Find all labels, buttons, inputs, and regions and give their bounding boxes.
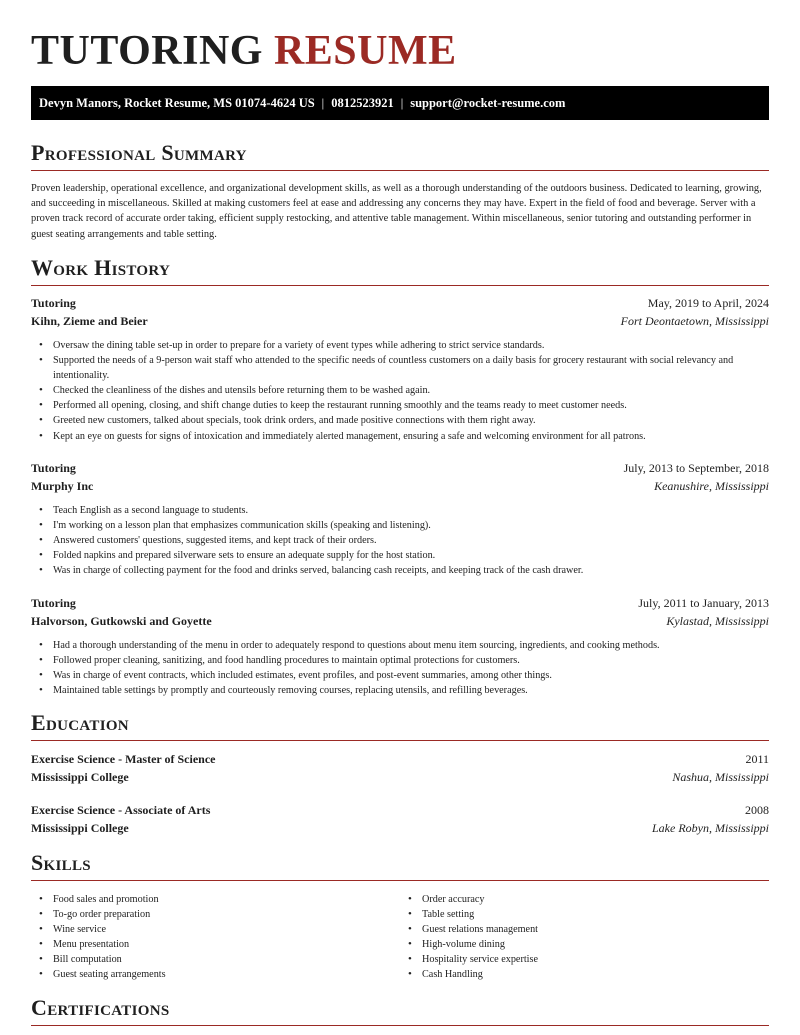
education-entry [31, 752, 769, 787]
skill-item: • Food sales and promotion [53, 892, 400, 907]
job-title: Tutoring [31, 296, 76, 310]
job-bullets [31, 338, 769, 444]
job-bullet: • Oversaw the dining table set-up in order to prepare for a variety of event types while adhering to strict service standards. [53, 338, 769, 353]
job-bullet: • Was in charge of collecting payment for the food and drinks served, balancing cash receipts, and keeping track of the cash drawer. [53, 563, 769, 578]
job-dates: July, 2011 to January, 2013 [638, 596, 769, 610]
education-degree: Exercise Science - Associate of Arts [31, 803, 211, 817]
job-dates: July, 2013 to September, 2018 [623, 461, 769, 475]
contact-address: Devyn Manors, Rocket Resume, MS 01074-4624 US [39, 96, 315, 110]
skills-column-right [400, 892, 769, 983]
job-company: Halvorson, Gutkowski and Goyette [31, 613, 212, 628]
certifications-heading: Certifications [31, 995, 769, 1026]
education-year: 2008 [745, 803, 769, 817]
job-bullet: • Checked the cleanliness of the dishes and utensils before returning them to be washed again. [53, 383, 769, 398]
contact-phone: 0812523921 [331, 96, 394, 110]
summary-heading: Professional Summary [31, 140, 769, 171]
skills-column-left [31, 892, 400, 983]
skills-heading: Skills [31, 850, 769, 881]
skills-list [31, 892, 769, 983]
job-company: Murphy Inc [31, 478, 94, 493]
job-entry [31, 596, 769, 698]
job-entry [31, 296, 769, 444]
job-dates: May, 2019 to April, 2024 [647, 296, 769, 310]
skill-item: • Table setting [422, 907, 769, 922]
job-location: Kylastad, Mississippi [666, 613, 769, 628]
job-bullet: • Performed all opening, closing, and shift change duties to keep the restaurant running smoothly and the teams ready to meet customer needs. [53, 398, 769, 413]
skill-item: • Wine service [53, 922, 400, 937]
contact-separator: | [400, 96, 404, 110]
contact-bar [31, 86, 769, 120]
job-bullet: • Kept an eye on guests for signs of intoxication and immediately alerted management, ensuring a safe and welcoming environment for all patrons. [53, 429, 769, 444]
skill-item: • Cash Handling [422, 967, 769, 982]
contact-separator: | [321, 96, 325, 110]
job-bullet: • Greeted new customers, talked about specials, took drink orders, and made positive connections with them right away. [53, 413, 769, 428]
skill-item: • Bill computation [53, 952, 400, 967]
title-part-2: RESUME [273, 28, 457, 74]
education-location: Lake Robyn, Mississippi [652, 820, 769, 835]
job-bullet: • Teach English as a second language to students. [53, 503, 769, 518]
education-location: Nashua, Mississippi [672, 769, 769, 784]
job-bullet: • Had a thorough understanding of the menu in order to adequately respond to questions about menu item sourcing, ingredients, and cooking methods. [53, 638, 769, 653]
job-location: Fort Deontaetown, Mississippi [620, 313, 769, 328]
work-history-heading: Work History [31, 255, 769, 286]
job-location: Keanushire, Mississippi [654, 478, 769, 493]
skill-item: • Menu presentation [53, 937, 400, 952]
job-bullet: • Maintained table settings by promptly and courteously removing courses, replacing utensils, and refilling beverages. [53, 683, 769, 698]
job-bullet: • Folded napkins and prepared silverware sets to ensure an adequate supply for the host station. [53, 548, 769, 563]
job-title: Tutoring [31, 596, 76, 610]
skill-item: • To-go order preparation [53, 907, 400, 922]
job-bullets [31, 638, 769, 698]
job-bullet: • Was in charge of event contracts, which included estimates, event profiles, and post-event summaries, among other things. [53, 668, 769, 683]
job-company: Kihn, Zieme and Beier [31, 313, 148, 328]
summary-text: Proven leadership, operational excellence, and organizational development skills, as well as a thorough understanding of the outdoors business. Dedicated to learning, growing, and succeeding in miscellaneous. Skilled at making customers feel at ease and addressing any concerns they may have. Expert in the field of food and beverage. Server with a proven track record of accurate order taking, efficient supply restocking, and attentive table management. Within miscellaneous, senior tutoring and outstanding performer in guest seating arrangements and table setting. [31, 183, 762, 240]
job-bullet: • Followed proper cleaning, sanitizing, and food handling procedures to maintain optimal protections for customers. [53, 653, 769, 668]
education-year: 2011 [745, 752, 769, 766]
education-degree: Exercise Science - Master of Science [31, 752, 216, 766]
skill-item: • Guest relations management [422, 922, 769, 937]
skill-item: • Hospitality service expertise [422, 952, 769, 967]
job-title: Tutoring [31, 461, 76, 475]
skill-item: • Guest seating arrangements [53, 967, 400, 982]
contact-email: support@rocket-resume.com [410, 96, 566, 110]
job-bullet: • I'm working on a lesson plan that emphasizes communication skills (speaking and listening). [53, 518, 769, 533]
education-school: Mississippi College [31, 820, 129, 835]
job-bullet: • Supported the needs of a 9-person wait staff who attended to the specific needs of countless customers on a daily basis for grocery restaurant with social relevancy and intentionality. [53, 353, 769, 383]
job-entry [31, 461, 769, 578]
education-school: Mississippi College [31, 769, 129, 784]
page-title [31, 28, 457, 74]
job-bullets [31, 503, 769, 578]
skill-item: • High-volume dining [422, 937, 769, 952]
education-entry [31, 803, 769, 838]
skill-item: • Order accuracy [422, 892, 769, 907]
job-bullet: • Answered customers' questions, suggested items, and kept track of their orders. [53, 533, 769, 548]
title-part-1: TUTORING [31, 28, 263, 74]
education-heading: Education [31, 710, 769, 741]
